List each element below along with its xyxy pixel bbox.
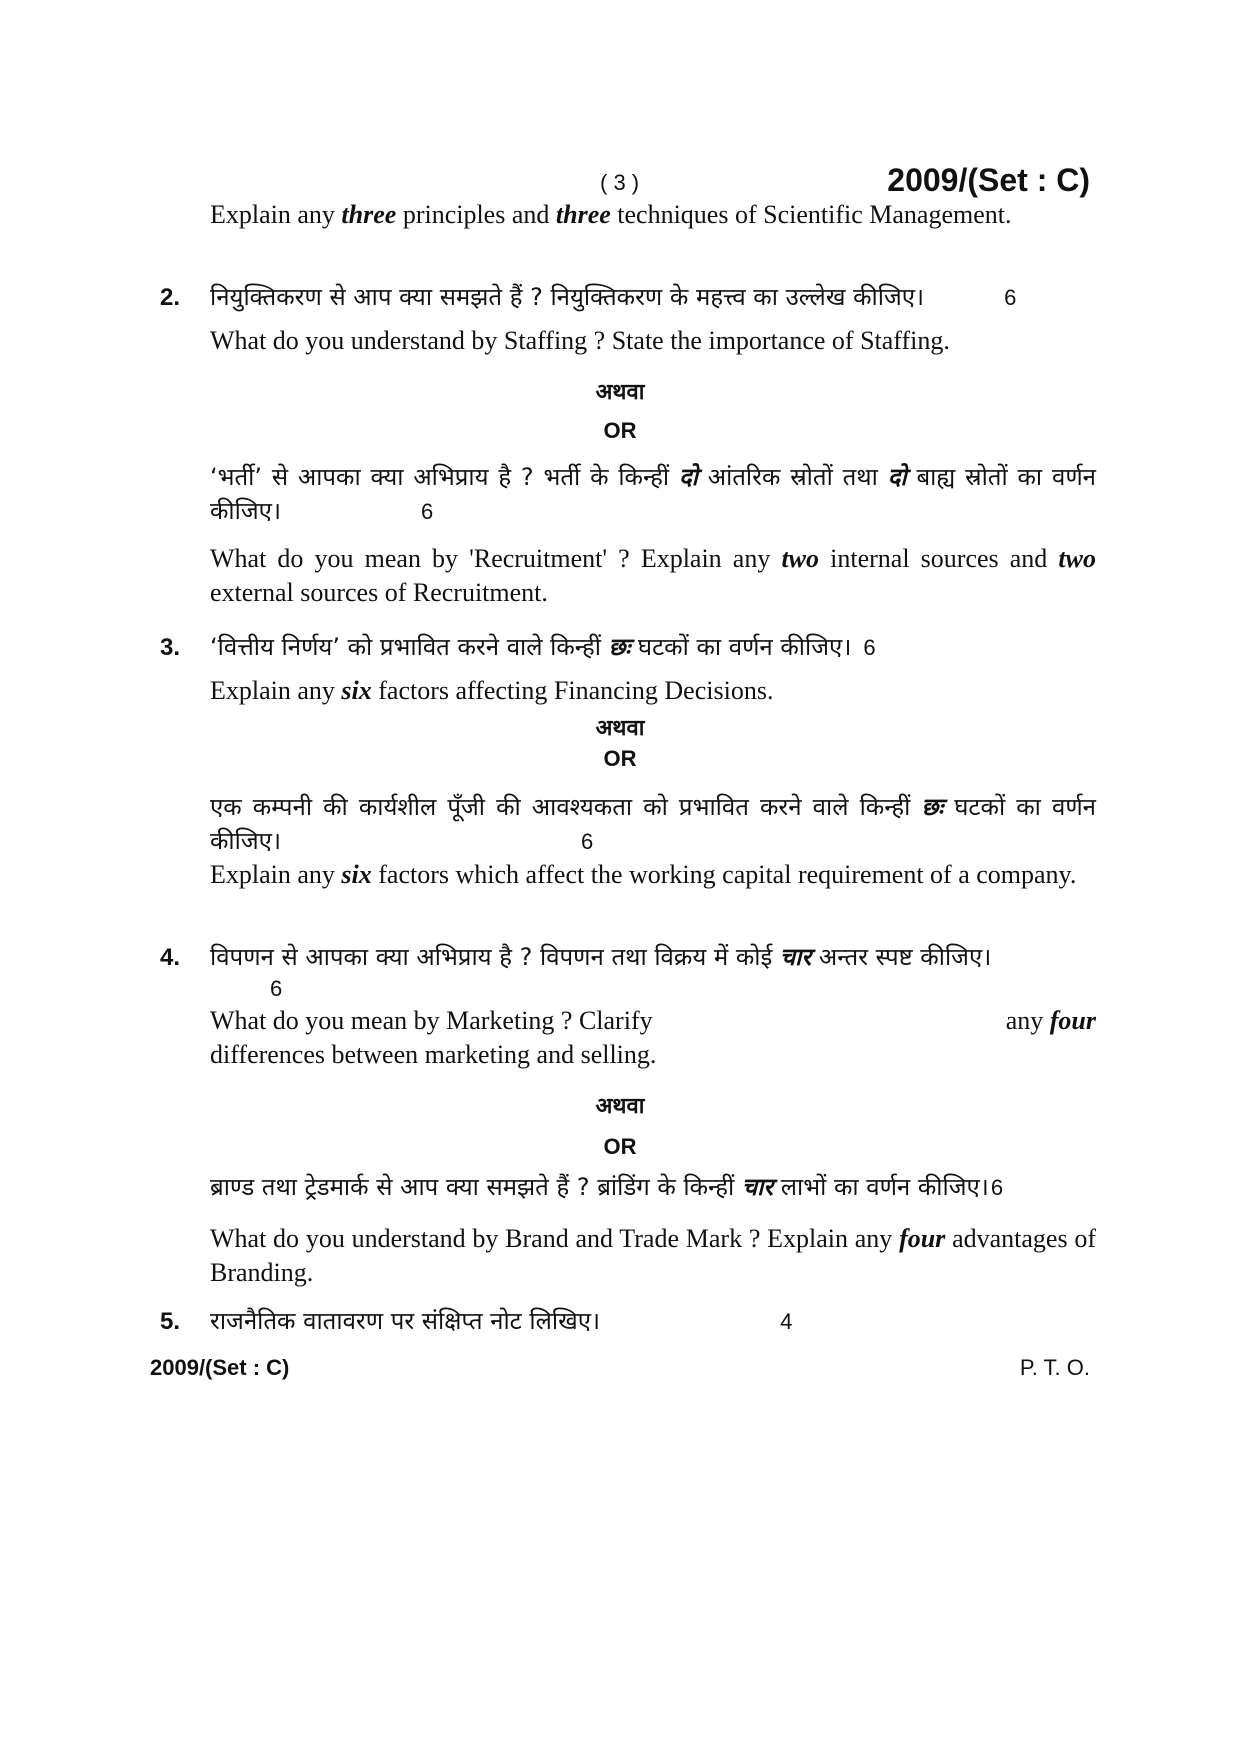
q3-marks: 6 bbox=[863, 635, 876, 660]
q4-alt-english-text: What do you understand by Brand and Trade Mark ? Explain any four advantages of Branding. bbox=[210, 1224, 1096, 1287]
q5-hindi-text: राजनैतिक वातावरण पर संक्षिप्त नोट लिखिए। 4 bbox=[210, 1307, 793, 1335]
question-number-5: 5. bbox=[160, 1308, 181, 1335]
q4-or-hindi: अथवा bbox=[595, 1094, 645, 1119]
q2-alt-marks: 6 bbox=[421, 499, 434, 524]
page-number: ( 3 ) bbox=[600, 170, 640, 195]
q4-hindi-text: विपणन से आपका क्या अभिप्राय है ? विपणन तथा विक्रय में कोई चार अन्तर स्पष्ट कीजिए। bbox=[210, 943, 992, 971]
q2-marks: 6 bbox=[1004, 285, 1017, 310]
question-number-3: 3. bbox=[160, 634, 181, 661]
please-turn-over: P. T. O. bbox=[1019, 1355, 1090, 1380]
question-number-2: 2. bbox=[160, 284, 181, 311]
q4-marks: 6 bbox=[270, 976, 283, 1001]
q3-english-text: Explain any six factors affecting Financing Decisions. bbox=[210, 676, 774, 705]
q3-or-english: OR bbox=[603, 746, 637, 771]
q3-or-hindi: अथवा bbox=[595, 716, 645, 741]
q4-or-english: OR bbox=[603, 1134, 637, 1159]
q3-alt-english-text: Explain any six factors which affect the working capital requirement of a company. bbox=[210, 860, 1077, 889]
q2-alt-hindi-text: ‘भर्ती’ से आपका क्या अभिप्राय है ? भर्ती के किन्हीं दो आंतरिक स्रोतों तथा दो बाह्य स्रोतों का वर्णन कीजिए। 6 bbox=[210, 463, 1096, 525]
q3-alt-marks: 6 bbox=[581, 829, 594, 854]
question-number-4: 4. bbox=[160, 944, 181, 971]
q2-hindi-text: नियुक्तिकरण से आप क्या समझते हैं ? नियुक्तिकरण के महत्त्व का उल्लेख कीजिए। 6 bbox=[210, 283, 1017, 311]
paper-code-footer: 2009/(Set : C) bbox=[150, 1355, 290, 1380]
paper-code-header: 2009/(Set : C) bbox=[887, 162, 1090, 198]
q2-or-hindi: अथवा bbox=[595, 380, 645, 405]
q4-alt-marks: 6 bbox=[990, 1175, 1004, 1200]
q4-alt-hindi-text: ब्राण्ड तथा ट्रेडमार्क से आप क्या समझते हैं ? ब्रांडिंग के किन्हीं चार लाभों का वर्णन कीजिए।6 bbox=[210, 1173, 1004, 1201]
q4-english-text: What do you mean by Marketing ? Clarify any four differences between marketing and selling. bbox=[210, 1006, 1096, 1069]
q3-hindi-text: ‘वित्तीय निर्णय’ को प्रभावित करने वाले किन्हीं छः घटकों का वर्णन कीजिए। 6 bbox=[210, 633, 876, 661]
q3-alt-hindi-text: एक कम्पनी की कार्यशील पूँजी की आवश्यकता को प्रभावित करने वाले किन्हीं छः घटकों का वर्णन कीजिए। 6 bbox=[210, 793, 1096, 855]
q2-alt-english-text: What do you mean by 'Recruitment' ? Explain any two internal sources and two external sources of Recruitment. bbox=[210, 544, 1096, 607]
q5-marks: 4 bbox=[780, 1309, 793, 1334]
q2-or-english: OR bbox=[603, 418, 637, 443]
q1-english-text: Explain any three principles and three techniques of Scientific Management. bbox=[210, 200, 1012, 229]
q2-english-text: What do you understand by Staffing ? State the importance of Staffing. bbox=[210, 326, 950, 355]
